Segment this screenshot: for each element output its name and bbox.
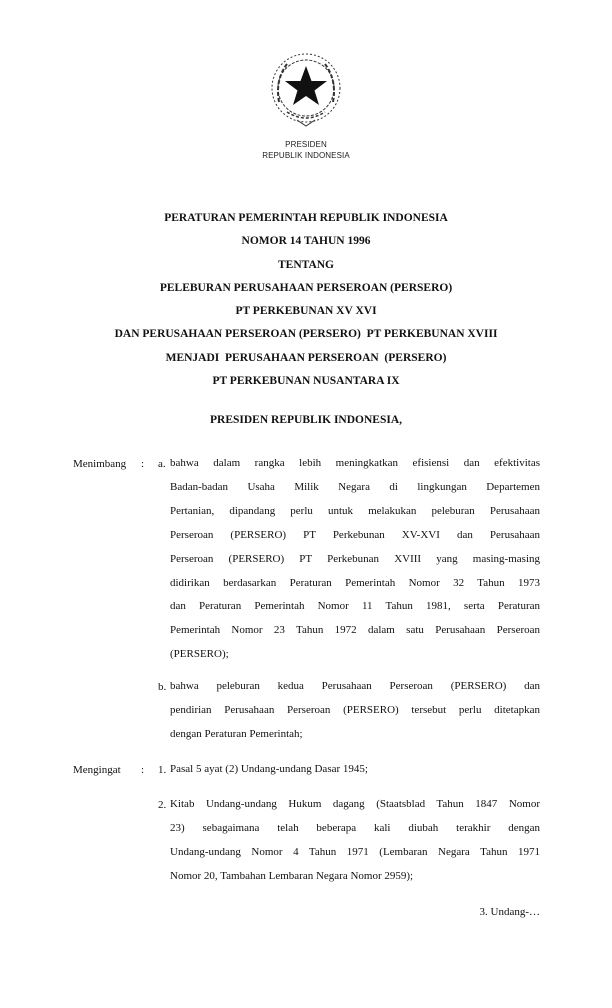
preamble-heading: PRESIDEN REPUBLIK INDONESIA, — [209, 414, 403, 426]
continuation-note: 3. Undang-… — [479, 906, 540, 918]
regulation-title — [30, 207, 582, 393]
text-line: Nomor 20, Tambahan Lembaran Negara Nomor 2959); — [170, 869, 414, 882]
mengingat-colon: : — [141, 764, 145, 776]
garuda-star-wreath-emblem-icon — [267, 50, 345, 134]
title-line: PELEBURAN PERUSAHAAN PERSEROAN (PERSERO) — [159, 281, 453, 294]
menimbang-item-b — [170, 675, 540, 747]
text-line: Badan-badan Usaha Milik Negara di lingkungan Departemen — [170, 480, 540, 493]
title-line: DAN PERUSAHAAN PERSEROAN (PERSERO) PT PERKEBUNAN XVIII — [114, 328, 498, 341]
title-line: MENJADI PERUSAHAAN PERSEROAN (PERSERO) — [165, 351, 447, 364]
mengingat-label: Mengingat — [73, 764, 121, 776]
title-line: PT PERKEBUNAN XV XVI — [235, 305, 377, 318]
menimbang-item-a — [170, 452, 540, 667]
text-line: Pemerintah Nomor 23 Tahun 1972 dalam satu Perusahaan Perseroan — [170, 624, 540, 637]
text-line: Pasal 5 ayat (2) Undang-undang Dasar 1945; — [170, 763, 368, 775]
item-marker: 1. — [158, 764, 167, 776]
text-line: dengan Peraturan Pemerintah; — [170, 727, 303, 740]
title-line: NOMOR 14 TAHUN 1996 — [241, 235, 371, 248]
menimbang-label: Menimbang — [73, 458, 127, 470]
mengingat-item-2 — [170, 793, 540, 889]
text-line: bahwa dalam rangka lebih meningkatkan efisiensi dan efektivitas — [170, 457, 540, 469]
title-line: PT PERKEBUNAN NUSANTARA IX — [212, 375, 400, 388]
text-line: didirikan berdasarkan Peraturan Pemerintah Nomor 32 Tahun 1973 — [170, 576, 540, 589]
item-marker: b. — [158, 681, 167, 693]
emblem-caption-republik: REPUBLIK INDONESIA — [262, 151, 350, 160]
text-line: pendirian Perusahaan Perseroan (PERSERO) tersebut perlu ditetapkan — [170, 703, 540, 716]
text-line: (PERSERO); — [170, 648, 229, 661]
text-line: dan Peraturan Pemerintah Nomor 11 Tahun 1981, serta Peraturan — [170, 600, 540, 613]
text-line: Kitab Undang-undang Hukum dagang (Staatsblad Tahun 1847 Nomor — [170, 798, 540, 810]
text-line: 23) sebagaimana telah beberapa kali diubah terakhir dengan — [170, 821, 540, 834]
text-line: bahwa peleburan kedua Perusahaan Perseroan (PERSERO) dan — [170, 680, 540, 692]
item-marker: a. — [158, 458, 166, 470]
mengingat-item-1 — [170, 758, 540, 782]
title-line: TENTANG — [277, 258, 335, 271]
text-line: Perseroan (PERSERO) PT Perkebunan XV-XVI dan Perusahaan — [170, 528, 540, 541]
text-line: Perseroan (PERSERO) PT Perkebunan XVIII yang masing-masing — [170, 552, 540, 565]
title-line: PERATURAN PEMERINTAH REPUBLIK INDONESIA — [164, 212, 448, 224]
menimbang-colon: : — [141, 458, 145, 470]
text-line: Undang-undang Nomor 4 Tahun 1971 (Lembaran Negara Tahun 1971 — [170, 845, 540, 858]
item-marker: 2. — [158, 799, 167, 811]
text-line: Pertanian, dipandang perlu untuk melakukan peleburan Perusahaan — [170, 504, 540, 517]
emblem-caption-presiden: PRESIDEN — [285, 140, 327, 149]
